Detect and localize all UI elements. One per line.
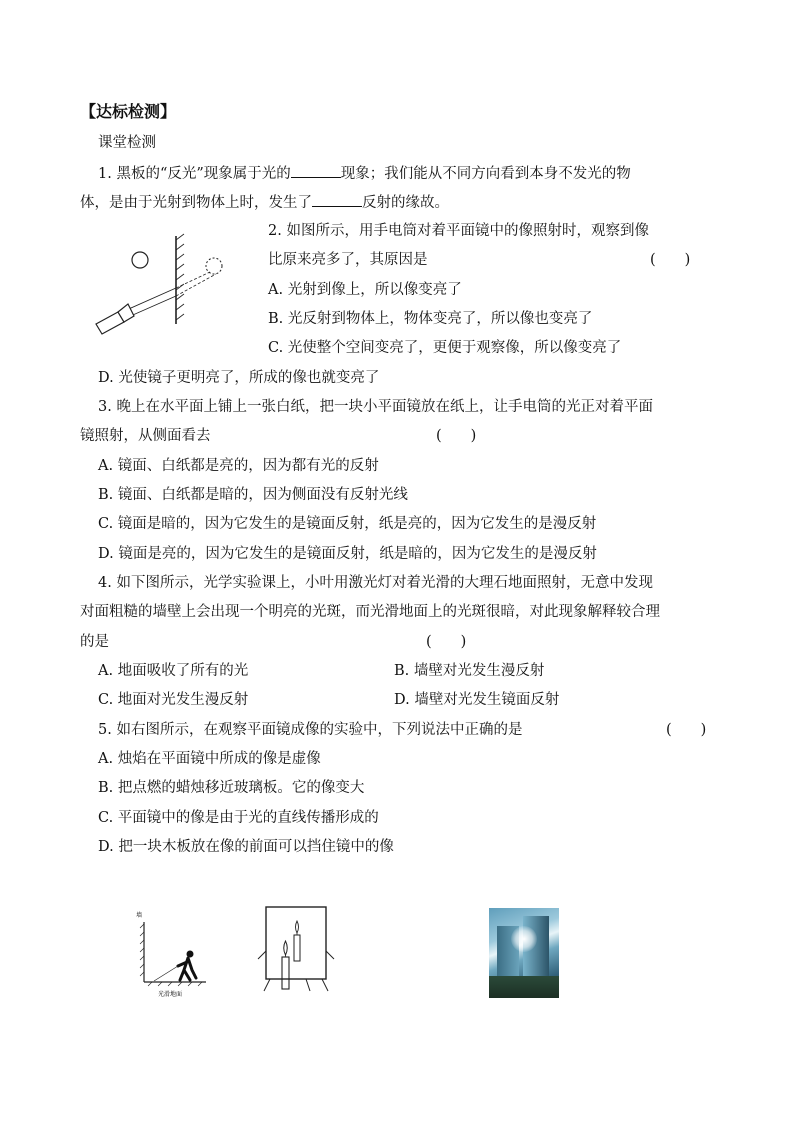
q3-line1: 3. 晚上在水平面上铺上一张白纸，把一块小平面镜放在纸上，让手电筒的光正对着平面 bbox=[98, 399, 653, 415]
q5-option-c: C. 平面镜中的像是由于光的直线传播形成的 bbox=[98, 810, 379, 826]
q3-line2: 镜照射，从侧面看去 bbox=[80, 428, 211, 444]
glass-building-photo bbox=[489, 908, 559, 998]
q1-blank-1[interactable] bbox=[291, 163, 341, 178]
q3-option-a: A. 镜面、白纸都是亮的，因为都有光的反射 bbox=[98, 458, 379, 474]
q4-line3: 的是 bbox=[80, 634, 109, 650]
q4-option-d: D. 墙壁对光发生镜面反射 bbox=[394, 692, 560, 708]
q4-option-c: C. 地面对光发生漫反射 bbox=[98, 692, 249, 708]
q4-option-a: A. 地面吸收了所有的光 bbox=[98, 663, 249, 679]
q4-answer-paren[interactable]: ( ) bbox=[426, 634, 467, 650]
section-title: 【达标检测】 bbox=[80, 102, 177, 121]
q3-option-d: D. 镜面是亮的，因为它发生的是镜面反射，纸是暗的，因为它发生的是漫反射 bbox=[98, 546, 597, 562]
q1-text-d: 反射的缘故。 bbox=[362, 195, 449, 211]
flashlight-mirror-figure bbox=[92, 232, 242, 336]
q2-option-d: D. 光使镜子更明亮了，所成的像也就变亮了 bbox=[98, 370, 380, 386]
laser-wall-figure bbox=[132, 908, 212, 1000]
candle-glass-figure bbox=[256, 905, 336, 997]
q2-option-c: C. 光使整个空间变亮了，更便于观察像，所以像变亮了 bbox=[268, 340, 622, 356]
q3-answer-paren[interactable]: ( ) bbox=[436, 428, 477, 444]
sun-glare bbox=[511, 926, 537, 952]
wall-label: 墙 bbox=[136, 912, 143, 919]
q2-line1: 2. 如图所示，用手电筒对着平面镜中的像照射时，观察到像 bbox=[268, 223, 649, 239]
q4-option-b: B. 墙壁对光发生漫反射 bbox=[394, 663, 545, 679]
q1-text-a: 1. 黑板的“反光”现象属于光的 bbox=[98, 166, 291, 182]
q1-blank-2[interactable] bbox=[312, 192, 362, 207]
q2-answer-paren[interactable]: ( ) bbox=[650, 252, 691, 268]
q2-line2: 比原来亮多了，其原因是 bbox=[268, 252, 428, 268]
q4-line2: 对面粗糙的墙壁上会出现一个明亮的光斑，而光滑地面上的光斑很暗，对此现象解释较合理 bbox=[80, 604, 660, 620]
q1-line2 bbox=[80, 192, 449, 213]
q5-option-a: A. 烛焰在平面镜中所成的像是虚像 bbox=[98, 751, 321, 767]
q5-option-d: D. 把一块木板放在像的前面可以挡住镜中的像 bbox=[98, 839, 394, 855]
q2-option-a: A. 光射到像上，所以像变亮了 bbox=[268, 282, 462, 298]
q3-option-c: C. 镜面是暗的，因为它发生的是镜面反射，纸是亮的，因为它发生的是漫反射 bbox=[98, 516, 597, 532]
q1-line1 bbox=[98, 163, 631, 184]
q2-option-b: B. 光反射到物体上，物体变亮了，所以像也变亮了 bbox=[268, 311, 593, 327]
q5-option-b: B. 把点燃的蜡烛移近玻璃板。它的像变大 bbox=[98, 780, 365, 796]
q1-text-c: 体，是由于光射到物体上时，发生了 bbox=[80, 195, 312, 211]
q1-text-b: 现象；我们能从不同方向看到本身不发光的物 bbox=[340, 166, 631, 182]
q5-line1: 5. 如右图所示，在观察平面镜成像的实验中，下列说法中正确的是 bbox=[98, 722, 523, 738]
trees-ground bbox=[489, 976, 559, 998]
floor-label: 光滑地面 bbox=[158, 991, 183, 998]
q4-line1: 4. 如下图所示，光学实验课上，小叶用激光灯对着光滑的大理石地面照射，无意中发现 bbox=[98, 575, 653, 591]
q3-option-b: B. 镜面、白纸都是暗的，因为侧面没有反射光线 bbox=[98, 487, 408, 503]
subsection-title: 课堂检测 bbox=[98, 135, 156, 151]
q5-answer-paren[interactable]: ( ) bbox=[666, 722, 707, 738]
